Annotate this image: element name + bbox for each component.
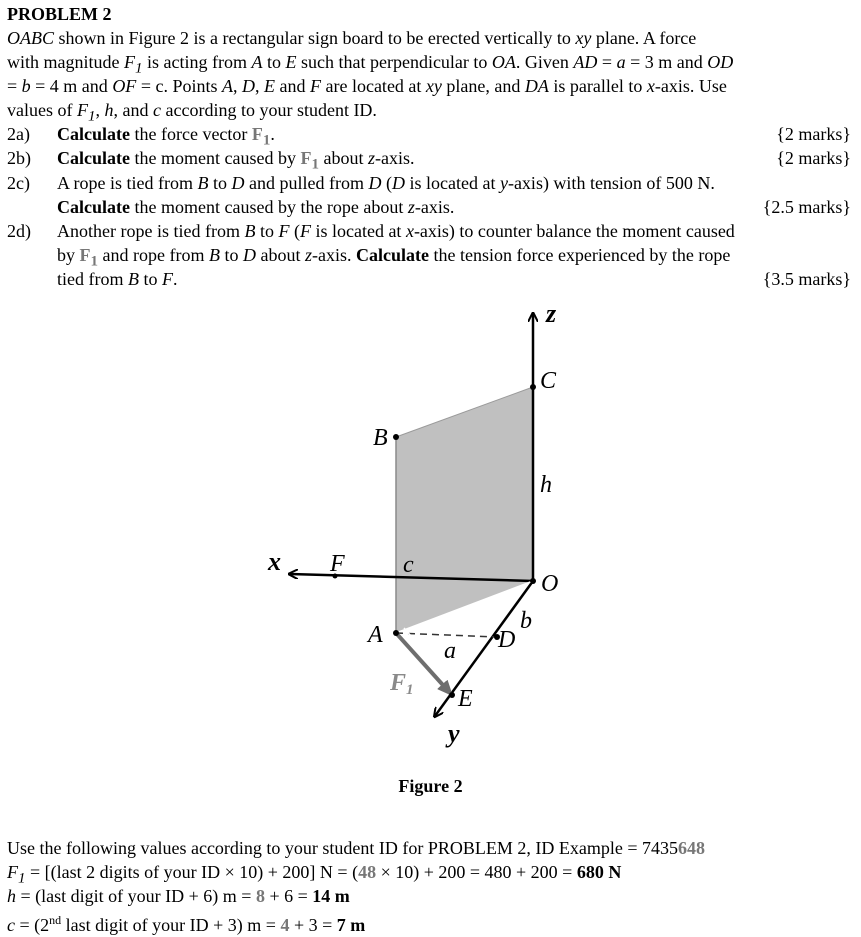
- label-c-point: C: [540, 368, 557, 394]
- question-2a-marks: {2 marks}: [776, 124, 851, 144]
- question-2d-text-line1: Another rope is tied from B to F (F is located at x-axis) to counter balance the moment caused: [57, 221, 735, 241]
- point-e: [449, 692, 455, 698]
- intro-line-4: values of $F_1$, h, and c according to your student ID.: [7, 100, 377, 125]
- label-e: E: [458, 686, 473, 712]
- label-c-dim: c: [403, 552, 414, 578]
- question-2c-text-line1: A rope is tied from B to D and pulled from D (D is located at y-axis) with tension of 500 N.: [57, 173, 715, 193]
- question-2b-marks: {2 marks}: [776, 148, 851, 168]
- figure-caption: Figure 2: [398, 776, 463, 796]
- sign-board: [396, 387, 533, 633]
- question-2d-label: 2d): [7, 221, 31, 241]
- point-o: [530, 578, 536, 584]
- intro-line-3: = b = 4 m and OF = c. Points A, D, E and F are located at xy plane, and DA is parallel to x-axis. Use: [7, 76, 727, 96]
- point-a: [393, 630, 399, 636]
- label-d: D: [498, 627, 516, 653]
- problem-title: PROBLEM 2: [7, 4, 112, 24]
- values-c-line: c = (2nd last digit of your ID + 3) m = 4 + 3 = 7 m: [7, 913, 366, 935]
- point-b: [393, 434, 399, 440]
- question-2c-text-line2: Calculate the moment caused by the rope about z-axis.: [57, 197, 455, 217]
- label-a-dim: a: [444, 638, 456, 664]
- label-a: A: [368, 622, 383, 648]
- question-2d-text-line3: tied from B to F.: [57, 269, 178, 289]
- question-2d-text-line2: by $F_1$ and rope from B to D about z-axis. Calculate the tension force experienced by the rope: [57, 245, 731, 270]
- values-h-line: h = (last digit of your ID + 6) m = 8 + 6 = 14 m: [7, 886, 350, 906]
- point-c: [530, 384, 536, 390]
- label-f1: F1: [390, 670, 414, 698]
- intro-line-2: with magnitude $F_1$ is acting from A to E such that perpendicular to OA. Given AD = a = 3 m and OD: [7, 52, 734, 77]
- label-x: x: [268, 547, 281, 576]
- label-o: O: [541, 571, 559, 597]
- label-z: z: [546, 299, 557, 328]
- question-2c-marks: {2.5 marks}: [762, 197, 851, 217]
- values-f1-line: $F_1$ = [(last 2 digits of your ID × 10) + 200] N = (48 × 10) + 200 = 480 + 200 = 680 N: [7, 862, 622, 887]
- label-b: B: [373, 425, 388, 451]
- values-intro: Use the following values according to your student ID for PROBLEM 2, ID Example = 7435648: [7, 838, 706, 858]
- intro-line-1: OABC shown in Figure 2 is a rectangular sign board to be erected vertically to xy plane. A force: [7, 28, 697, 48]
- question-2b-label: 2b): [7, 148, 31, 168]
- label-b-dim: b: [520, 608, 532, 634]
- label-h: h: [540, 472, 552, 498]
- question-2a-label: 2a): [7, 124, 30, 144]
- label-y: y: [448, 719, 460, 748]
- question-2a-text: Calculate the force vector $F_1$.: [57, 124, 275, 149]
- question-2b-text: Calculate the moment caused by $F_1$ about z-axis.: [57, 148, 415, 173]
- question-2d-marks: {3.5 marks}: [762, 269, 851, 289]
- label-f: F: [330, 551, 345, 577]
- board-name: OABC: [7, 28, 54, 48]
- question-2c-label: 2c): [7, 173, 30, 193]
